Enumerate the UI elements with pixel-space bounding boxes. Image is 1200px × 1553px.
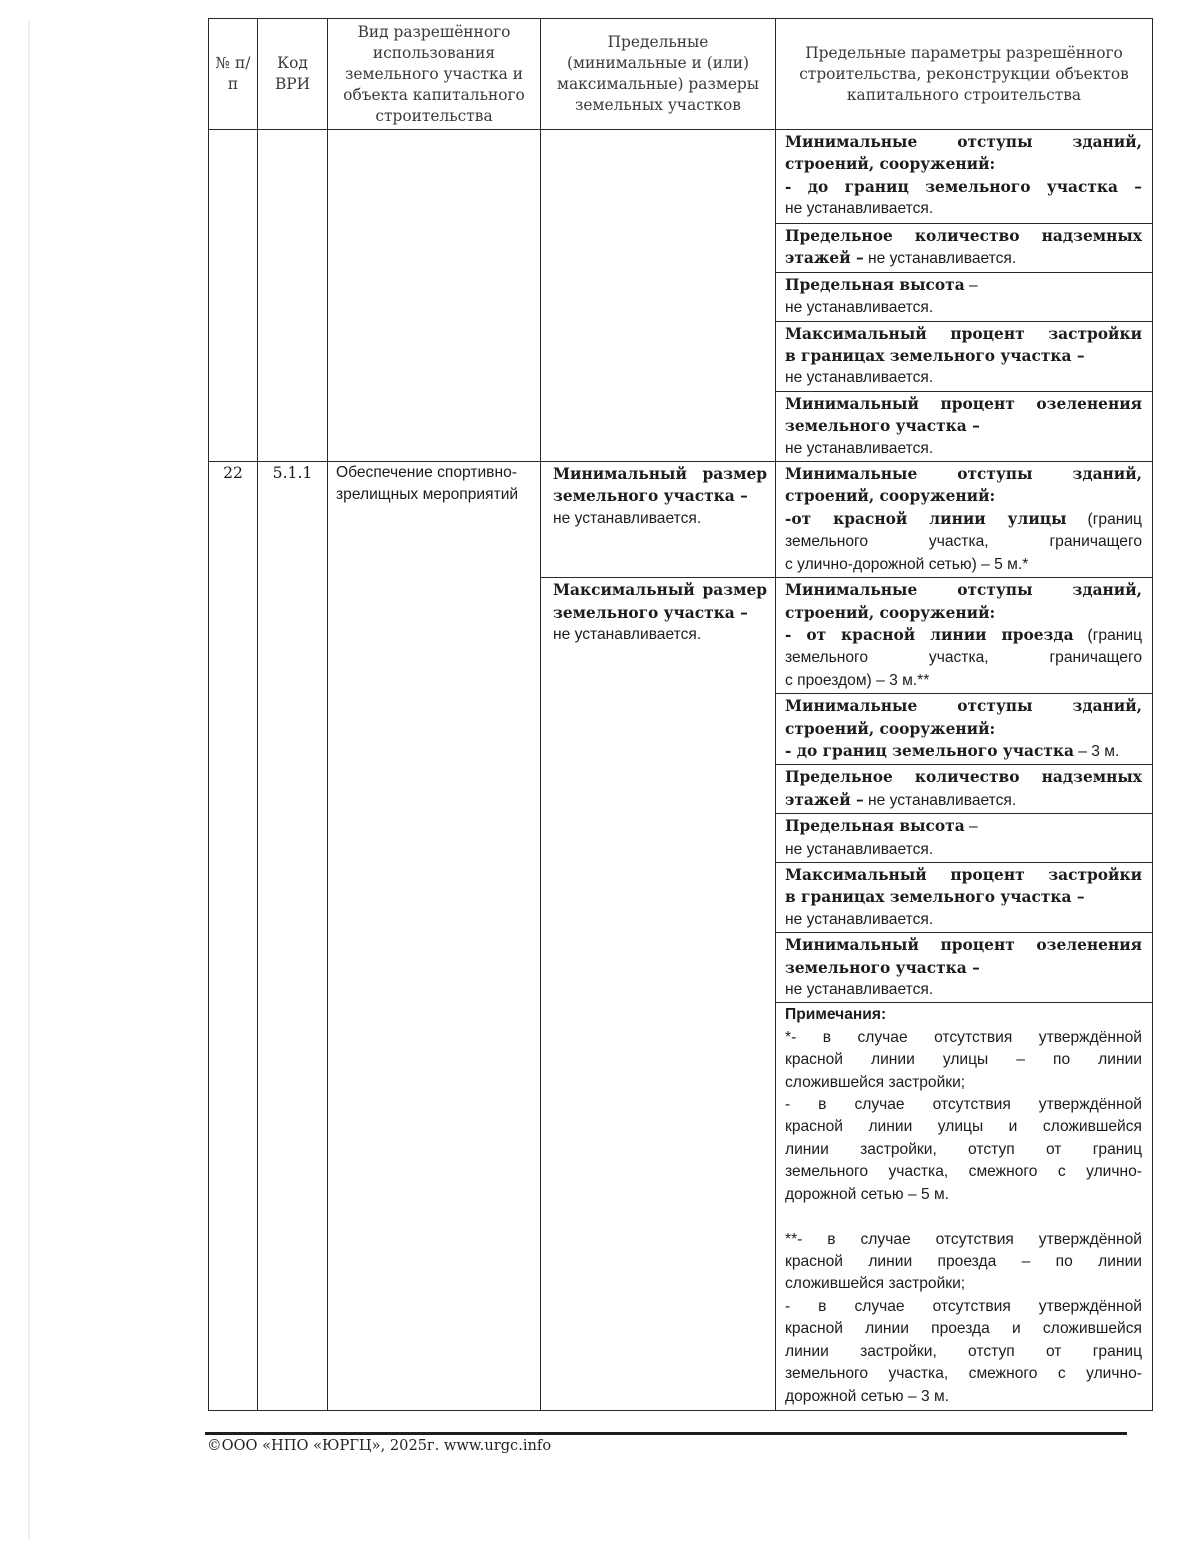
table-row [209,130,1153,224]
param-text: (границ [1073,626,1142,644]
param-title: строений, сооружений: [785,603,996,622]
header-vid: Вид разрешённого использования земельного участка и объекта капитального строительства [328,19,541,130]
note-line: красной линии улицы – по линии [785,1051,1142,1069]
param-title: Минимальные отступы зданий, [785,697,1142,716]
param-text: земельного участка, граничащего [785,649,1142,667]
param-title: Предельное количество надземных [785,768,1142,787]
note-spacer [785,1206,1142,1229]
param-height [776,272,1153,321]
prev-size-cell [541,130,776,462]
param-title: Максимальный процент застройки [785,324,1142,343]
param-title: в границах земельного участка – [785,888,1085,907]
note-line: линии застройки, отступ от границ [785,1342,1142,1360]
vri-code: 5.1.1 [258,462,328,1411]
param-dash: – [964,276,978,294]
size-title: Максимальный размер [553,581,767,600]
param-greening [776,933,1153,1003]
scan-edge [28,20,30,1540]
param-title: - до границ земельного участка [785,741,1074,760]
param-dash: – [964,818,978,836]
note-line: **- в случае отсутствия утверждённой [785,1230,1142,1248]
size-title: Минимальный размер [553,465,767,484]
param-setbacks-passage [776,578,1153,694]
param-text: земельного участка, граничащего [785,533,1142,551]
param-title: этажей – [785,790,864,809]
param-title: - от красной линии проезда [785,625,1074,644]
param-title: Предельная высота [785,275,965,294]
param-title: Предельное количество надземных [785,227,1142,245]
note-line: красной линии проезда и сложившейся [785,1320,1142,1338]
note-line: линии застройки, отступ от границ [785,1140,1142,1158]
note-line: дорожной сетью – 5 м. [785,1185,950,1203]
param-title: Минимальные отступы зданий, [785,465,1142,484]
prev-num-cell [209,130,258,462]
note-line: дорожной сетью – 3 м. [785,1387,950,1405]
param-value: не устанавливается. [785,840,934,858]
param-title: Минимальные отступы зданий, [785,133,1142,151]
param-value: не устанавливается. [785,299,934,317]
param-text: с проездом) – 3 м.** [785,671,930,689]
max-size-cell [541,578,776,1411]
param-setbacks-borders [776,694,1153,765]
param-title: строений, сооружений: [785,487,996,506]
param-title: Предельная высота [785,817,965,836]
param-title: - до границ земельного участка – [785,177,1142,196]
param-title: -от красной линии улицы [785,509,1067,528]
size-title: земельного участка – [553,487,748,506]
param-text: с улично-дорожной сетью) – 5 м.* [785,555,1029,573]
param-greening [776,391,1153,461]
note-line: земельного участка, смежного с улично- [785,1163,1142,1181]
param-value: не устанавливается. [863,250,1017,268]
prev-code-cell [258,130,328,462]
usage-type: Обеспечение спортивно-зрелищных мероприятий [328,462,541,1411]
param-title: земельного участка – [785,417,980,436]
footer-rule [205,1432,1127,1435]
param-value: – 3 м. [1073,742,1120,760]
param-value: не устанавливается. [785,369,934,387]
param-title: в границах земельного участка – [785,347,1085,366]
note-line: красной линии проезда – по линии [785,1253,1142,1271]
table-row [209,462,1153,578]
row-number: 22 [209,462,258,1411]
note-line: - в случае отсутствия утверждённой [785,1096,1142,1114]
note-line: сложившейся застройки; [785,1275,966,1293]
param-coverage [776,321,1153,391]
table-header-row [209,19,1153,130]
param-setbacks-street [776,462,1153,578]
zoning-table [208,18,1153,1411]
footer-copyright: ©ООО «НПО «ЮРГЦ», 2025г. www.urgc.info [207,1437,552,1454]
param-setbacks-borders [776,130,1153,224]
param-height [776,814,1153,863]
param-floors [776,224,1153,273]
param-value: не устанавливается. [785,910,934,928]
param-value: не устанавливается. [785,981,934,998]
param-value: не устанавливается. [785,200,934,218]
note-line: *- в случае отсутствия утверждённой [785,1028,1142,1046]
param-text: (границ [1066,510,1142,528]
param-coverage [776,862,1153,932]
notes-cell [776,1003,1153,1411]
notes-title: Примечания: [785,1006,887,1024]
param-title: земельного участка – [785,958,980,977]
param-title: Максимальный процент застройки [785,865,1142,884]
note-line: сложившейся застройки; [785,1073,966,1091]
note-line: - в случае отсутствия утверждённой [785,1297,1142,1315]
min-size-cell [541,462,776,578]
header-num: № п/п [209,19,258,130]
param-value: не устанавливается. [785,439,934,457]
param-title: строений, сооружений: [785,155,996,174]
header-params: Предельные параметры разрешённого строительства, реконструкции объектов капитального строительства [776,19,1153,130]
param-title: Минимальный процент озеленения [785,936,1142,955]
param-floors [776,765,1153,814]
note-line: земельного участка, смежного с улично- [785,1365,1142,1383]
note-line: красной линии улицы и сложившейся [785,1118,1142,1136]
param-title: строений, сооружений: [785,719,996,738]
param-title: Минимальный процент озеленения [785,394,1142,413]
size-value: не устанавливается. [553,625,702,643]
size-value: не устанавливается. [553,509,702,527]
size-title: земельного участка – [553,603,748,622]
header-code: Код ВРИ [258,19,328,130]
prev-vid-cell [328,130,541,462]
param-title: этажей – [785,249,864,268]
header-size: Предельные (минимальные и (или) максимальные) размеры земельных участков [541,19,776,130]
param-title: Минимальные отступы зданий, [785,581,1142,600]
param-value: не устанавливается. [863,791,1017,809]
